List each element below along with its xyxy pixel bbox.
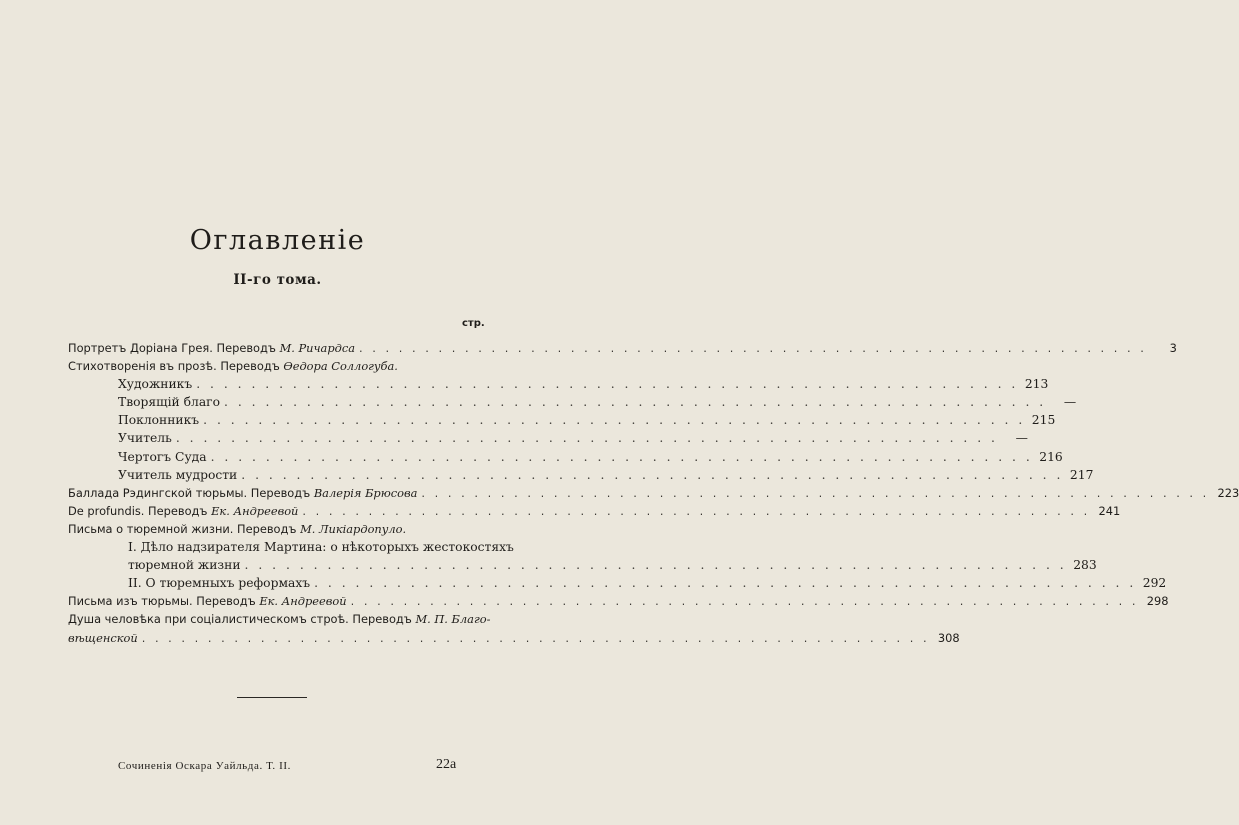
toc-entry [68,429,1028,447]
toc-page-number: 292 [1142,576,1167,591]
toc-page-number: 241 [1098,503,1121,518]
toc-page-number: — [1063,395,1077,410]
toc-entry [68,466,1094,484]
toc-entry-text: Стихотворенія въ прозѣ. Переводъ [68,359,284,374]
leader-dots: . . . . . . . . . . . . . . . . . . . . . . . . . . . . . . . . . . . . . . . . . . . . . . . . . . . . . . . . . . . . [421,485,1210,500]
leader-dots: . . . . . . . . . . . . . . . . . . . . . . . . . . . . . . . . . . . . . . . . . . . . . . . . . . . . . . . . . . . . [141,630,930,645]
toc-entry-title [68,484,417,502]
page-column-header: стр. [462,318,485,329]
leader-dots: . . . . . . . . . . . . . . . . . . . . . . . . . . . . . . . . . . . . . . . . . . . . . . . . . . . . . . . . . . . . [224,395,1047,410]
toc-entry-title [128,574,310,592]
footer-signature: Сочиненія Оскара Уайльда. Т. II. [118,760,291,772]
toc-entry-translator: вѣщенской [68,630,138,645]
toc-page-number: 298 [1146,594,1169,609]
toc-entry-title [68,502,298,520]
toc-entry-translator: Өедора Соллогуба. [283,359,398,374]
toc-entry-text: Чертогъ Суда [118,449,207,464]
toc-page-number: 3 [1169,341,1177,355]
toc-entry [68,411,1056,429]
toc-entry-translator: Валерія Брюсова [313,485,418,500]
leader-dots: . . . . . . . . . . . . . . . . . . . . . . . . . . . . . . . . . . . . . . . . . . . . . . . . . . . . . . . . . . . . [196,377,1019,392]
toc-entry-translator: М. Ричардса [279,341,356,355]
toc-entry [68,556,1097,574]
toc-entry-text: Поклонникъ [118,413,200,428]
page-title: Оглавленіе [189,225,366,256]
toc-entry-text: Душа человѣка при соціалистическомъ строѣ. Переводъ [68,612,416,627]
leader-dots: . . . . . . . . . . . . . . . . . . . . . . . . . . . . . . . . . . . . . . . . . . . . . . . . . . . . . . . . . . . . [359,341,1147,355]
toc-entry-text: Творящій благо [118,395,221,410]
toc-entry-title [118,375,192,393]
table-of-contents [68,339,1239,647]
toc-entry-translator: М. Ликіардопуло. [300,521,407,536]
toc-page-number: 215 [1031,413,1056,428]
toc-entry [68,629,960,647]
leader-dots: . . . . . . . . . . . . . . . . . . . . . . . . . . . . . . . . . . . . . . . . . . . . . . . . . . . . . . . . . . . . [350,594,1139,609]
leader-dots: . . . . . . . . . . . . . . . . . . . . . . . . . . . . . . . . . . . . . . . . . . . . . . . . . . . . . . . . . . . . [302,503,1091,518]
toc-entry-translator: Ек. Андреевой [211,503,299,518]
toc-page-number: 223 [1217,485,1239,500]
toc-entry-title [128,538,514,556]
toc-entry-title [128,556,241,574]
toc-entry-text: I. Дѣло надзирателя Мартина: о нѣкоторыхъ жестокостяхъ [128,540,514,555]
toc-entry-translator: Ек. Андреевой [259,594,347,609]
toc-entry [68,357,488,375]
toc-entry [68,375,1049,393]
leader-dots: . . . . . . . . . . . . . . . . . . . . . . . . . . . . . . . . . . . . . . . . . . . . . . . . . . . . . . . . . . . . [175,431,998,446]
toc-entry [68,502,1121,520]
toc-entry [68,484,1239,502]
toc-entry-title [68,357,398,375]
toc-entry [68,538,514,556]
toc-entry-text: Портретъ Доріана Грея. Переводъ [68,341,280,355]
page-subtitle: II-го тома. [233,272,322,288]
toc-entry [68,592,1169,610]
toc-page-number: 213 [1024,377,1049,392]
toc-page-number: 283 [1073,558,1097,573]
toc-entry [68,574,1167,592]
toc-page-number: 308 [937,630,960,645]
divider-rule [237,697,307,698]
toc-page-number: 217 [1069,467,1094,482]
toc-entry-title [118,411,199,429]
toc-entry [68,339,1177,357]
toc-entry [68,610,491,628]
toc-entry-text: II. О тюремныхъ реформахъ [128,576,311,591]
leader-dots: . . . . . . . . . . . . . . . . . . . . . . . . . . . . . . . . . . . . . . . . . . . . . . . . . . . . . . . . . . . . [314,576,1137,591]
toc-page-number: 216 [1039,449,1063,464]
toc-entry-title [68,520,406,538]
toc-entry-text: Письма изъ тюрьмы. Переводъ [68,594,260,609]
toc-entry-text: Письма о тюремной жизни. Переводъ [68,521,301,536]
toc-entry [68,448,1063,466]
toc-entry-text: De profundis. Переводъ [68,503,212,518]
leader-dots: . . . . . . . . . . . . . . . . . . . . . . . . . . . . . . . . . . . . . . . . . . . . . . . . . . . . . . . . . . . . [241,467,1064,482]
leader-dots: . . . . . . . . . . . . . . . . . . . . . . . . . . . . . . . . . . . . . . . . . . . . . . . . . . . . . . . . . . . . [203,413,1026,428]
toc-entry-text: Учитель [118,431,172,446]
footer-sheet-number: 22а [436,757,457,772]
toc-entry-title [68,610,490,628]
toc-entry-text: Учитель мудрости [118,467,238,482]
toc-entry-title [118,466,237,484]
toc-entry-translator: М. П. Благо- [415,612,491,627]
toc-entry-title [118,429,172,447]
toc-page-number: — [1015,431,1028,446]
toc-entry-title [68,339,355,357]
toc-entry-text: тюремной жизни [128,558,241,573]
leader-dots: . . . . . . . . . . . . . . . . . . . . . . . . . . . . . . . . . . . . . . . . . . . . . . . . . . . . . . . . . . . . [210,449,1033,464]
leader-dots: . . . . . . . . . . . . . . . . . . . . . . . . . . . . . . . . . . . . . . . . . . . . . . . . . . . . . . . . . . . . [244,558,1067,573]
toc-entry-text: Художникъ [118,377,193,392]
toc-entry [68,393,1077,411]
toc-entry-text: Баллада Рэдингской тюрьмы. Переводъ [68,485,314,500]
toc-entry [68,520,488,538]
toc-entry-title [68,629,138,647]
toc-entry-title [118,393,220,411]
toc-entry-title [68,592,347,610]
toc-entry-title [118,448,207,466]
